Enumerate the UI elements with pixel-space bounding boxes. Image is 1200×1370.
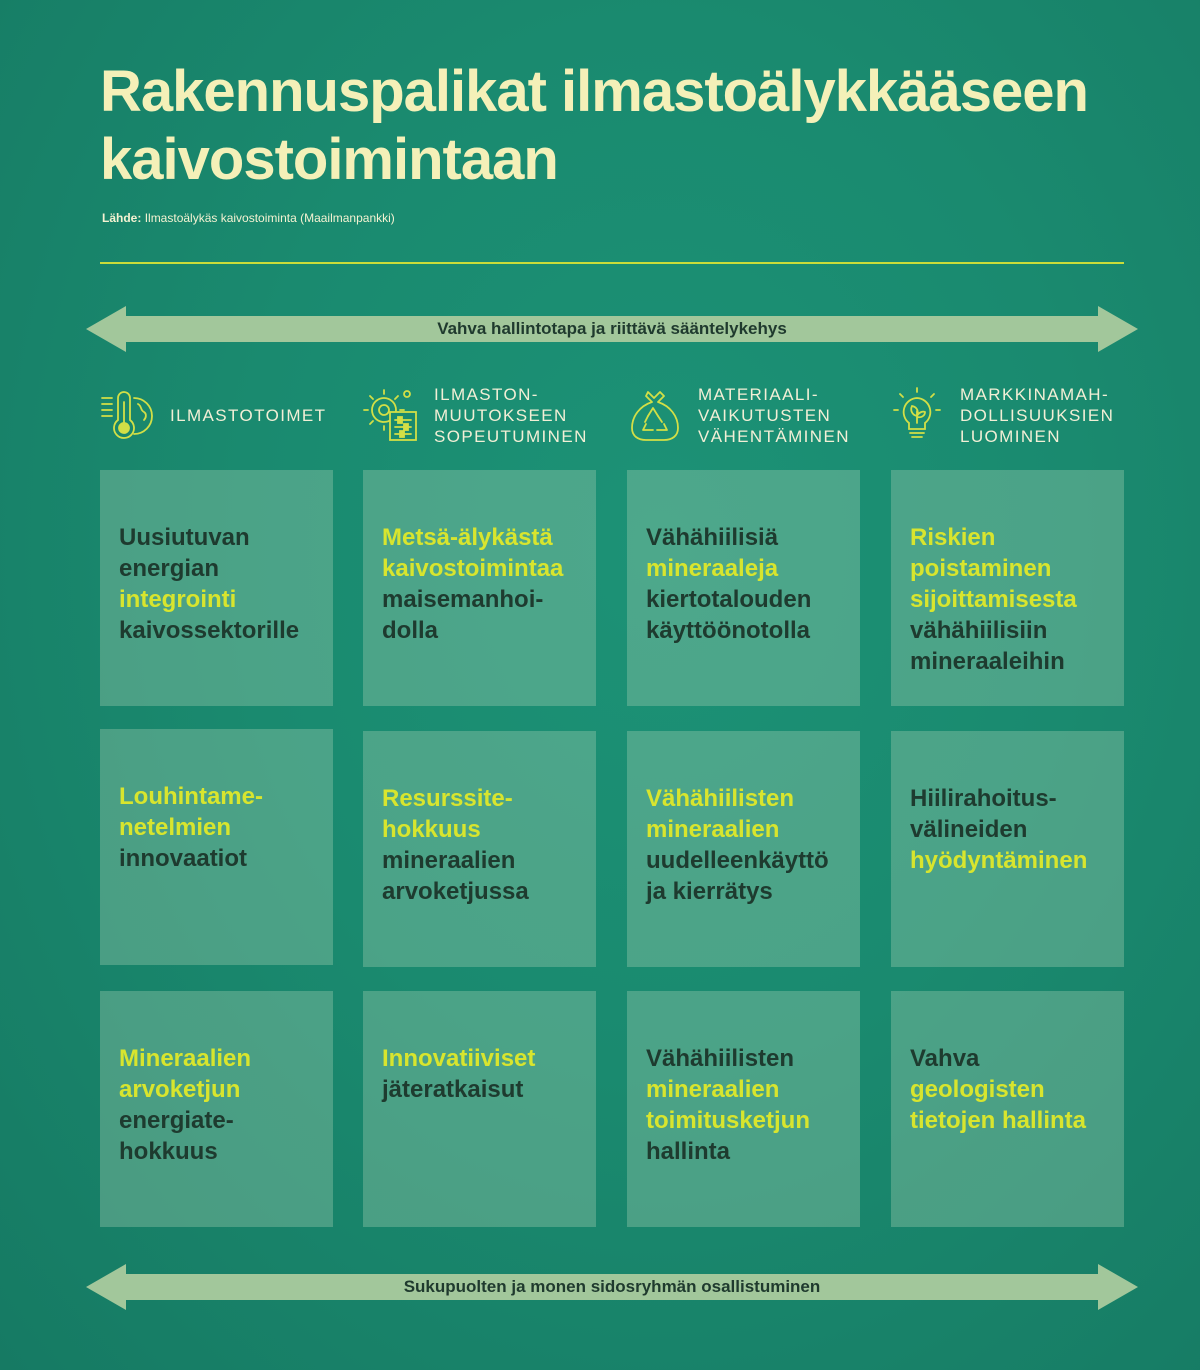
source-text: Ilmastoälykäs kaivostoiminta (Maailmanpankki) — [144, 211, 395, 225]
page-title: Rakennuspalikat ilmastoälykkääseen kaivostoimintaan — [100, 59, 1088, 192]
governance-arrow — [86, 306, 1138, 352]
tile-innovative-waste-solutions — [363, 991, 596, 1227]
tile-resource-efficiency — [363, 731, 596, 967]
tile-text-highlight: hyödyntäminen — [910, 847, 1088, 874]
tile-text-dark: Vahva — [910, 1045, 980, 1072]
participation-arrow — [86, 1264, 1138, 1310]
tile-text-dark: energiate-hokkuus — [119, 1107, 234, 1165]
thermometer-globe-icon — [98, 386, 156, 444]
tile-text-highlight: Innovatiiviset — [382, 1045, 536, 1072]
tile-text-highlight: Mineraalien arvoketjun — [119, 1045, 252, 1103]
tile-text-dark: kiertotalouden käyttöönotolla — [646, 586, 812, 644]
tile-text-highlight: Riskien poistaminen sijoittamisesta — [910, 524, 1077, 613]
lightbulb-leaf-icon — [888, 386, 946, 444]
tile-text-highlight: Louhintame-netelmien — [119, 783, 263, 841]
column-heading-text: ILMASTON- MUUTOKSEEN SOPEUTUMINEN — [434, 384, 588, 446]
tile-text-highlight: Vähähiilisten mineraalien — [646, 785, 795, 843]
tile-geological-data-management — [891, 991, 1124, 1227]
participation-arrow-label: Sukupuolten ja monen sidosryhmän osallistuminen — [403, 1277, 821, 1296]
tile-text-highlight: mineraalien toimitusketjun — [646, 1076, 811, 1134]
tile-reuse-recycling — [627, 731, 860, 967]
tile-text-dark: hallinta — [646, 1138, 731, 1165]
tile-text-dark: uudelleenkäyttö ja kierrätys — [646, 847, 829, 905]
tile-text-dark: kaivossektorille — [119, 617, 300, 644]
tile-extraction-innovation — [100, 729, 333, 965]
title-divider — [100, 262, 1124, 264]
source-label: Lähde: — [102, 211, 142, 225]
recycle-bag-icon — [626, 386, 684, 444]
tile-forest-smart-mining — [363, 470, 596, 706]
column-heading-adaptation — [362, 380, 612, 450]
tile-text-highlight: Resurssite-hokkuus — [382, 785, 513, 843]
tile-text-highlight: geologisten tietojen hallinta — [910, 1076, 1087, 1134]
column-heading-text: MATERIAALI- VAIKUTUSTEN VÄHENTÄMINEN — [698, 384, 850, 446]
tile-text-dark: Uusiutuvan energian — [119, 524, 250, 582]
tile-supply-chain-management — [627, 991, 860, 1227]
tile-carbon-finance — [891, 731, 1124, 967]
tile-derisking-investment — [891, 470, 1124, 706]
tile-text-dark: vähähiilisiin mineraaleihin — [910, 617, 1065, 675]
column-heading-material-impacts — [626, 380, 886, 450]
tile-renewable-integration — [100, 470, 333, 706]
tile-low-carbon-minerals-circular — [627, 470, 860, 706]
tile-text-highlight: Metsä-älykästä kaivostoimintaa — [382, 524, 564, 582]
column-heading-climate-action — [98, 380, 348, 450]
column-heading-text: MARKKINAMAH- DOLLISUUKSIEN LUOMINEN — [960, 384, 1115, 446]
tile-text-dark: Hiilirahoitus-välineiden — [910, 785, 1057, 843]
tile-text-dark: jäteratkaisut — [382, 1076, 524, 1103]
governance-arrow-label: Vahva hallintotapa ja riittävä sääntelykehys — [437, 319, 787, 338]
source-line — [102, 211, 395, 225]
tile-text-dark: mineraalien arvoketjussa — [382, 847, 529, 905]
gear-sliders-icon — [362, 386, 420, 444]
tile-text-highlight: integrointi — [119, 586, 237, 613]
tile-text-dark: Vähähiilisten — [646, 1045, 795, 1072]
tile-text-dark: maisemanhoi-dolla — [382, 586, 544, 644]
tile-value-chain-energy-efficiency — [100, 991, 333, 1227]
tile-text-dark: innovaatiot — [119, 845, 248, 872]
tile-text-dark: Vähähiilisiä — [646, 524, 779, 551]
tile-text-highlight: mineraaleja — [646, 555, 779, 582]
column-heading-text: ILMASTOTOIMET — [170, 405, 327, 425]
column-heading-market-opportunities — [888, 380, 1138, 450]
